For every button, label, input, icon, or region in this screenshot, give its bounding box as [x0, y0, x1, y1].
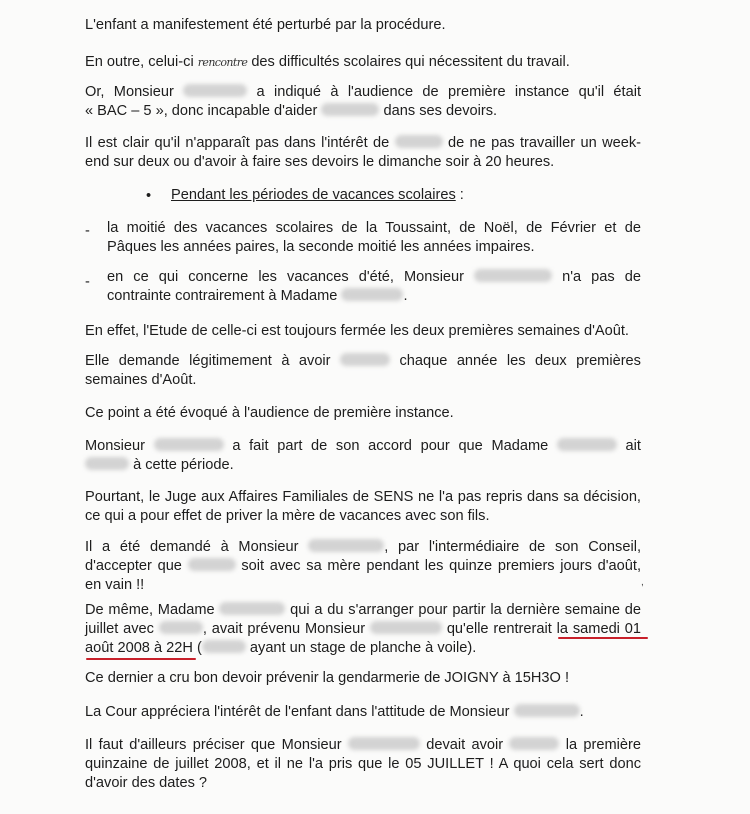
- paragraph-judge-decision: [85, 488, 641, 526]
- paragraph-point-evoked: [85, 404, 641, 423]
- paragraph-court-appreciate: [85, 703, 641, 722]
- redacted-name: [308, 539, 384, 552]
- text: .: [579, 704, 584, 720]
- line: quinzaine de juillet 2008, et il ne l'a pris que le 05 JUILLET ! A quoi cela sert donc: [85, 756, 641, 772]
- line: [107, 287, 641, 306]
- text: :: [455, 187, 464, 203]
- line: [85, 134, 641, 153]
- paragraph-weekend-homework: [85, 134, 641, 172]
- text: à cette période.: [133, 457, 234, 473]
- line: [85, 557, 641, 576]
- stray-mark: ,: [641, 577, 644, 588]
- red-underline-annotation: [86, 658, 196, 660]
- text: contrainte contrairement à Madame: [107, 288, 338, 304]
- text: En effet, l'Etude de celle-ci est toujours fermée les deux premières semaines d'Août.: [85, 323, 629, 339]
- text: .: [403, 288, 408, 304]
- text: soit avec sa mère pendant les quinze premiers jours d'août,: [241, 558, 641, 574]
- text: des difficultés scolaires qui nécessitent du travail.: [247, 54, 570, 70]
- line: [85, 639, 641, 658]
- redacted-name: [514, 704, 580, 717]
- text: en ce qui concerne les vacances d'été, Monsieur: [107, 269, 465, 285]
- line: la moitié des vacances scolaires de la Toussaint, de Noël, de Février et de: [107, 220, 641, 236]
- line: d'avoir des dates ?: [85, 775, 208, 791]
- text: la première: [565, 737, 641, 753]
- paragraph-gendarmerie: [85, 669, 641, 688]
- line: [85, 153, 641, 172]
- section-heading: [171, 186, 641, 205]
- line: [85, 102, 641, 121]
- text: Elle demande légitimement à avoir: [85, 353, 331, 369]
- line: [107, 268, 641, 287]
- redacted-name: [154, 438, 224, 451]
- text: ayant un stage de planche à voile).: [249, 640, 477, 656]
- paragraph-child-disturbed: [85, 16, 641, 35]
- text: qu'elle rentrerait la samedi 01: [446, 621, 642, 637]
- text: de ne pas travailler un week-: [447, 135, 642, 151]
- paragraph-agreement: [85, 437, 641, 475]
- text: « BAC – 5 », donc incapable d'aider: [85, 103, 318, 119]
- text: dans ses devoirs.: [383, 103, 498, 119]
- text: d'accepter que: [85, 558, 182, 574]
- text: juillet avec: [85, 621, 154, 637]
- line: [85, 83, 641, 102]
- redacted-name: [159, 621, 203, 634]
- redacted-name: [341, 288, 403, 301]
- line: Pâques les années paires, la seconde moitié les années impaires.: [107, 239, 535, 255]
- text: Or, Monsieur: [85, 84, 174, 100]
- list-item-school-holidays: [107, 219, 641, 257]
- text: Monsieur: [85, 438, 146, 454]
- text: La Cour appréciera l'intérêt de l'enfant dans l'attitude de Monsieur: [85, 704, 510, 720]
- text: De même, Madame: [85, 602, 215, 618]
- line: [85, 437, 641, 456]
- paragraph-request-refused: [85, 538, 641, 595]
- paragraph-return-date: [85, 601, 641, 658]
- line: [85, 736, 641, 755]
- list-dash: -: [85, 223, 90, 239]
- redacted-name: [348, 737, 420, 750]
- text: qui a du s'arranger pour partir la dernière semaine de: [290, 602, 641, 618]
- text: , avait prévenu Monsieur: [202, 621, 366, 637]
- line: ce qui a pour effet de priver la mère de vacances avec son fils.: [85, 508, 490, 524]
- redacted-name: [340, 353, 390, 366]
- paragraph-july-dates: [85, 736, 641, 793]
- text: ait: [625, 438, 641, 454]
- redacted-name: [219, 602, 285, 615]
- text: devait avoir: [426, 737, 504, 753]
- text: août 2008 à 22H (: [85, 640, 202, 656]
- redacted-name: [370, 621, 442, 634]
- bullet-icon: •: [146, 188, 152, 204]
- redacted-name: [557, 438, 617, 451]
- heading-text: Pendant les périodes de vacances scolaires: [171, 187, 456, 203]
- text: Il faut d'ailleurs préciser que Monsieur: [85, 737, 342, 753]
- text: a fait part de son accord pour que Madame: [232, 438, 549, 454]
- redacted-name: [183, 84, 247, 97]
- text: Ce point a été évoqué à l'audience de première instance.: [85, 405, 454, 421]
- redacted-name: [395, 135, 443, 148]
- text: Il est clair qu'il n'apparaît pas dans l'intérêt de: [85, 135, 390, 151]
- line: semaines d'Août.: [85, 372, 197, 388]
- text: end sur deux ou d'avoir à faire ses devoirs le dimanche soir à 20 heures.: [85, 154, 555, 170]
- text: , par l'intermédiaire de son Conseil,: [384, 539, 641, 555]
- text: chaque année les deux premières: [399, 353, 641, 369]
- list-dash: -: [85, 274, 90, 290]
- text: Ce dernier a cru bon devoir prévenir la gendarmerie de JOIGNY à 15H3O !: [85, 670, 570, 686]
- text: L'enfant a manifestement été perturbé par la procédure.: [85, 17, 446, 33]
- line: [85, 538, 641, 557]
- text: En outre, celui-ci: [85, 54, 198, 70]
- redacted-name: [474, 269, 552, 282]
- text: n'a pas de: [562, 269, 641, 285]
- list-item-summer-holidays: [107, 268, 641, 306]
- handwritten-insertion: rencontre: [197, 56, 248, 69]
- redacted-name: [202, 640, 246, 653]
- redacted-name: [85, 457, 129, 470]
- line: en vain !!: [85, 577, 145, 593]
- line: Pourtant, le Juge aux Affaires Familiales de SENS ne l'a pas repris dans sa décision,: [85, 489, 641, 505]
- line: [85, 456, 641, 475]
- redacted-name: [188, 558, 236, 571]
- text: a indiqué à l'audience de première instance qu'il était: [256, 84, 642, 100]
- paragraph-office-closed: [85, 322, 641, 341]
- line: [85, 601, 641, 620]
- paragraph-request-august: [85, 352, 641, 390]
- text: Il a été demandé à Monsieur: [85, 539, 299, 555]
- redacted-name: [509, 737, 559, 750]
- line: [85, 352, 641, 371]
- paragraph-bac-minus-5: [85, 83, 641, 121]
- redacted-name: [321, 103, 379, 116]
- red-underline-annotation: [558, 637, 648, 639]
- paragraph-school-difficulties: [85, 53, 641, 72]
